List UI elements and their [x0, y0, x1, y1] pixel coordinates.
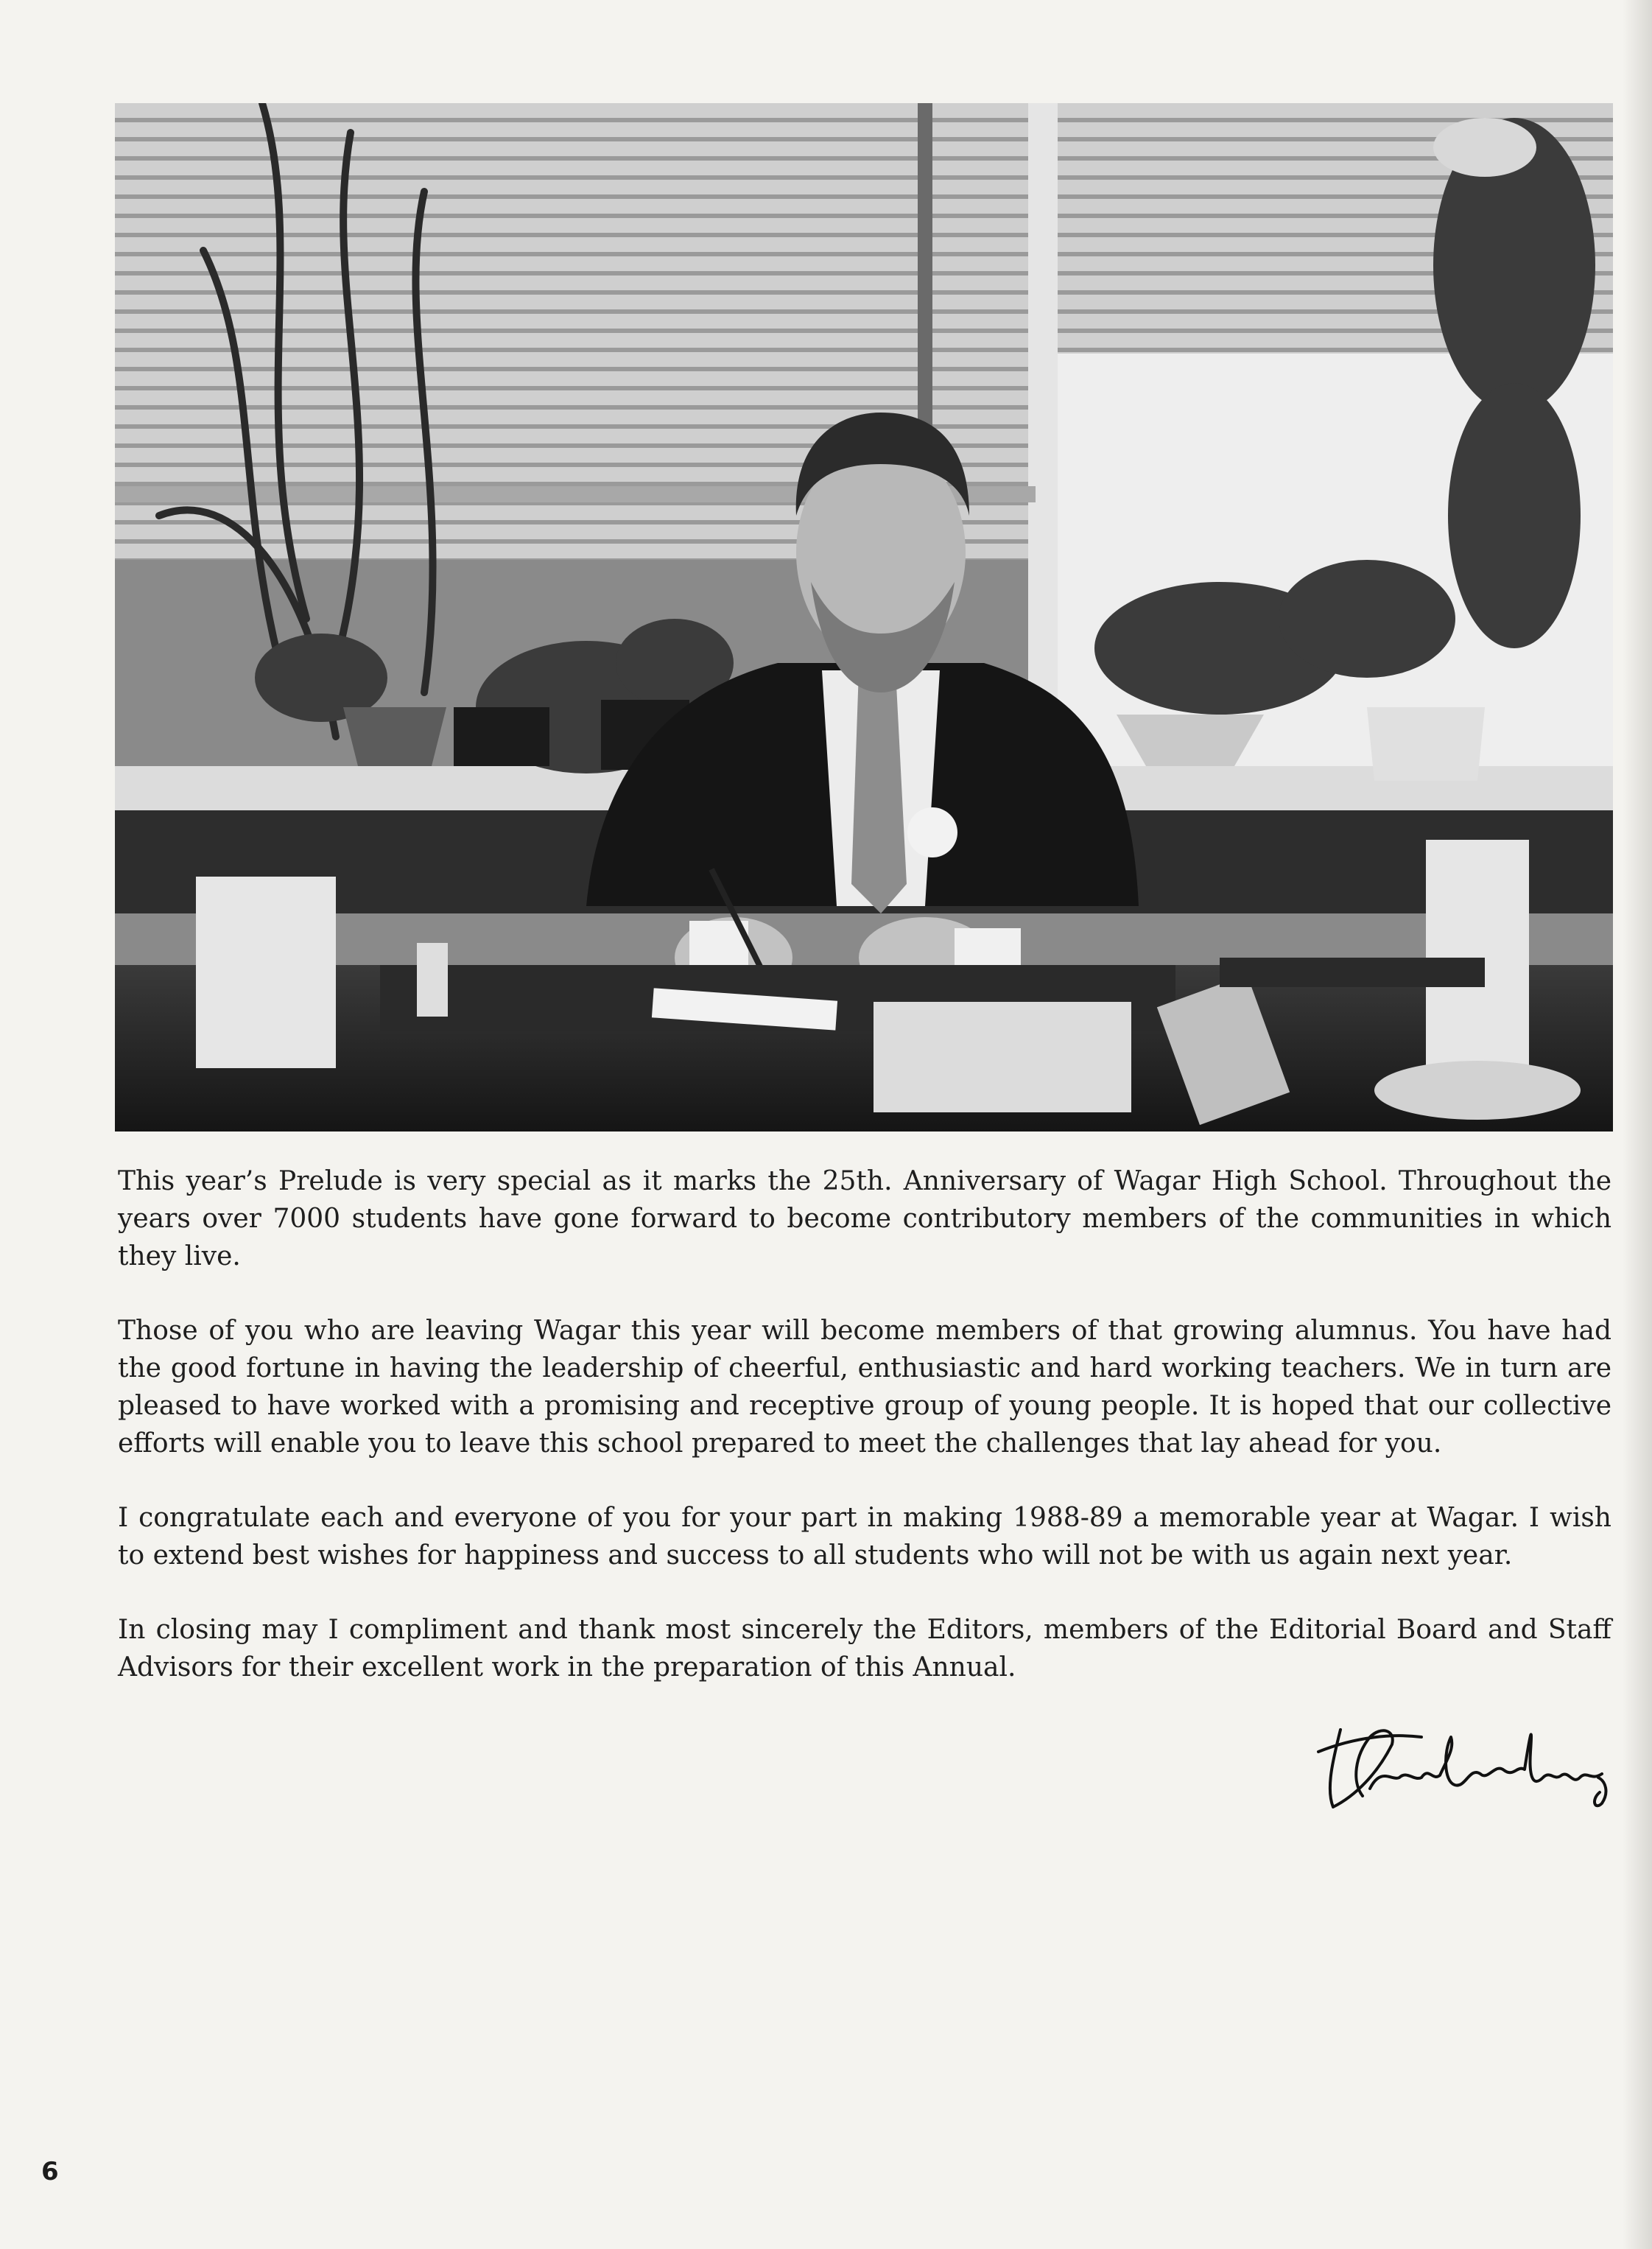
- photo-icon: [115, 103, 1613, 1131]
- message-paragraph-1: This year’s Prelude is very special as it marks the 25th. Anniversary of Wagar High School. Throughout the years over 7000 students have gone forward to become contributory members of the communities in which they live.: [118, 1166, 1611, 1271]
- page-number: 6: [41, 2157, 59, 2186]
- page-edge-shadow: [1623, 0, 1652, 2249]
- signature: [1311, 1708, 1620, 1818]
- message-paragraph-3: I congratulate each and everyone of you for your part in making 1988-89 a memorable year at Wagar. I wish to extend best wishes for happiness and success to all students who will not be with us again next year.: [118, 1503, 1611, 1571]
- handwritten-signature-icon: [1311, 1708, 1620, 1818]
- message-paragraph-2: Those of you who are leaving Wagar this year will become members of that growing alumnus. You have had the good fortune in having the leadership of cheerful, enthusiastic and hard working teachers. We in turn are pleased to have worked with a promising and receptive group of young people. It is hoped that our collective efforts will enable you to leave this school prepared to meet the challenges that lay ahead for you.: [118, 1316, 1611, 1459]
- message-paragraph-4: In closing may I compliment and thank most sincerely the Editors, members of the Editorial Board and Staff Advisors for their excellent work in the preparation of this Annual.: [118, 1615, 1611, 1683]
- principal-photo: [115, 103, 1613, 1131]
- principal-message: [118, 1162, 1611, 1723]
